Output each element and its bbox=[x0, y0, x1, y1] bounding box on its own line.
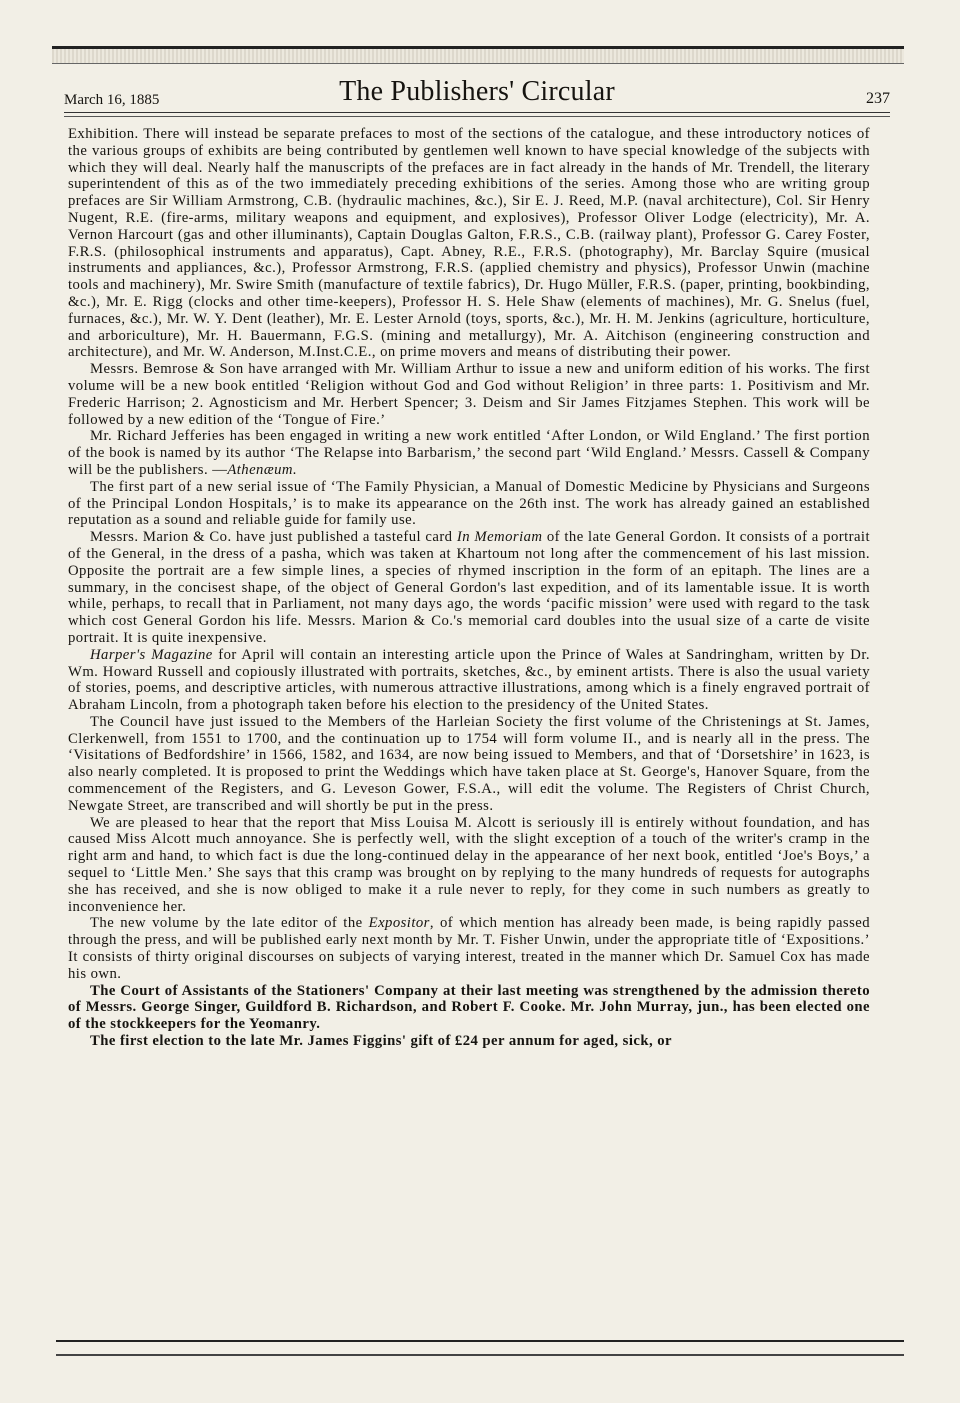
page-number: 237 bbox=[866, 90, 890, 107]
paragraph-alcott: We are pleased to hear that the report that Miss Louisa M. Alcott is seriously ill is entirely without foundation, and has caused Miss Alcott much annoyance. She is perfectly well, with the slight exception of a touch of the writer's cramp in the right arm and hand, to which fact is due the long-continued delay in the appearance of her next book, entitled ‘Joe's Boys,’ a sequel to ‘Little Men.’ She says that this cramp was brought on by replying to the many hundreds of requests for autographs she has received, and she is now obliged to make it a rule never to reply, for they come in such numbers as greatly to inconvenience her. bbox=[68, 814, 870, 915]
expositor-lead: The new volume by the late editor of the bbox=[90, 915, 369, 932]
expositor-title: Expositor bbox=[368, 915, 430, 932]
paragraph-jefferies bbox=[68, 428, 870, 478]
paragraph-figgins: The first election to the late Mr. James Figgins' gift of £24 per annum for aged, sick, or bbox=[90, 1033, 672, 1050]
harpers-title: Harper's Magazine bbox=[90, 646, 213, 663]
harpers-text: for April will contain an interesting article upon the Prince of Wales at Sandringham, written by Dr. Wm. Howard Russell and copiously illustrated with portraits, sketches, &c., by eminent artists. There is also the usual variety of stories, poems, and descriptive articles, with numerous attractive illustrations, among which is a finely engraved portrait of Abraham Lincoln, from a photograph taken before his election to the presidency of the United States. bbox=[68, 646, 870, 714]
bottom-border bbox=[56, 1340, 904, 1356]
expositor-text: , of which mention has already been made, is being rapidly passed through the press, and will be published early next month by Mr. T. Fisher Unwin, under the appropriate title of ‘Expositions.’ It consists of thirty original discourses on subjects of varying interest, treated in the manner which Dr. Samuel Cox has made his own. bbox=[68, 915, 870, 982]
jefferies-text: Mr. Richard Jefferies has been engaged in writing a new work entitled ‘After London, or Wild England.’ The first portion of the book is named by its author ‘The Relapse into Barbarism,’ the second part ‘Wild England.’ Messrs. Cassell & Company will be the publishers. bbox=[68, 428, 870, 478]
in-memoriam-title: In Memoriam bbox=[456, 529, 543, 546]
top-ornamental-border bbox=[52, 46, 904, 64]
issue-date: March 16, 1885 bbox=[64, 92, 160, 108]
marion-lead: Messrs. Marion & Co. have just published a tasteful card bbox=[90, 529, 457, 546]
page-header bbox=[64, 76, 890, 113]
header-rule bbox=[64, 116, 890, 117]
publication-title: The Publishers' Circular bbox=[339, 76, 615, 107]
paragraph-marion bbox=[68, 529, 870, 647]
paragraph-exhibition-prefaces: Exhibition. There will instead be separate prefaces to most of the sections of the catalogue, and these introductory notices of the various groups of exhibits are being contributed by gentlemen well known to have special knowledge of the subjects with which they will deal. Nearly half the manuscripts of the prefaces are in fact already in the hands of Mr. Trendell, the literary superintendent of this as of the two immediately preceding exhibitions of the series. Among those who are writing group prefaces are Sir William Armstrong, C.B. (hydraulic machines, &c.), Sir E. J. Reed, M.P. (naval architecture), Col. Sir Henry Nugent, R.E. (fire-arms, military weapons and equipment, and explosives), Professor Oliver Lodge (electricity), Mr. A. Vernon Harcourt (gas and other illuminants), Captain Douglas Galton, F.R.S., C.B. (railway plant), Professor G. Carey Foster, F.R.S. (philosophical instruments and apparatus), Capt. Abney, R.E., F.R.S. (photography), Mr. Barclay Squire (musical instruments and appliances, &c.), Professor Armstrong, F.R.S. (applied chemistry and physics), Professor Unwin (machine tools and machinery), Mr. Swire Smith (manufacture of textile fabrics), Dr. Hugo Müller, F.R.S. (paper, printing, bookbinding, &c.), Mr. E. Rigg (clocks and other time-keepers), Professor H. S. Hele Shaw (elements of machines), Mr. G. Snelus (fuel, furnaces, &c.), Mr. W. Y. Dent (leather), Mr. E. Lester Arnold (toys, sports, &c.), Mr. H. M. Jenkins (agriculture, horticulture, and arboriculture), Mr. H. Bauermann, F.G.S. (mining and metallurgy), Mr. A. Aitchison (engineering construction and architecture), and Mr. W. Anderson, M.Inst.C.E., on prime movers and means of distributing their power. bbox=[68, 126, 870, 361]
paragraph-family-physician: The first part of a new serial issue of ‘The Family Physician, a Manual of Domestic Medicine by Physicians and Surgeons of the Principal London Hospitals,’ is to make its appearance on the 26th inst. The work has already gained an established reputation as a sound and reliable guide for family use. bbox=[68, 478, 870, 529]
paragraph-bemrose: Messrs. Bemrose & Son have arranged with Mr. William Arthur to issue a new and uniform edition of his works. The first volume will be a new book entitled ‘Religion without God and God without Religion’ in three parts: 1. Positivism and Mr. Frederic Harrison; 2. Agnosticism and Mr. Herbert Spencer; 3. Deism and Sir James Fitzjames Stephen. This work will be followed by a new edition of the ‘Tongue of Fire.’ bbox=[68, 361, 870, 428]
source-athenaeum: Athenæum. bbox=[227, 461, 298, 478]
paragraph-harpers bbox=[68, 647, 870, 714]
marion-text: of the late General Gordon. It consists of a portrait of the General, in the dress of a pasha, which was taken at Khartoum not long after the commencement of his last mission. Opposite the portrait are a few simple lines, a species of rhymed inscription in the form of an epitaph. The lines are a summary, in the concisest shape, of the object of General Gordon's last expedition, and of its lamentable issue. It is worth while, perhaps, to recall that in Parliament, not many days ago, the words ‘pacific mission’ were used with regard to the task which cost General Gordon his life. Messrs. Marion & Co.'s memorial card doubles into the usual size of a carte de visite portrait. It is quite inexpensive. bbox=[68, 529, 870, 646]
paragraph-harleian: The Council have just issued to the Members of the Harleian Society the first volume of the Christenings at St. James, Clerkenwell, from 1551 to 1700, and the continuation up to 1754 will form volume II., and is nearly all in the press. The ‘Visitations of Bedfordshire’ in 1566, 1582, and 1634, are now being issued to Members, and that of ‘Dorsetshire’ in 1623, is also nearly completed. It is proposed to print the Weddings which have taken place at St. George's, Hanover Square, from the commencement of the Registers, and G. Leveson Gower, F.S.A., will edit the volume. The Registers of Christ Church, Newgate Street, are transcribed and will shortly be put in the press. bbox=[68, 713, 870, 814]
source-dash: — bbox=[208, 461, 228, 478]
article-body bbox=[68, 126, 870, 1336]
paragraph-expositor bbox=[68, 915, 870, 982]
paragraph-stationers: The Court of Assistants of the Stationers' Company at their last meeting was strengthened by the admission thereto of Messrs. George Singer, Guildford B. Richardson, and Robert F. Cooke. Mr. John Murray, jun., has been elected one of the stockkeepers for the Yeomanry. bbox=[68, 982, 870, 1033]
